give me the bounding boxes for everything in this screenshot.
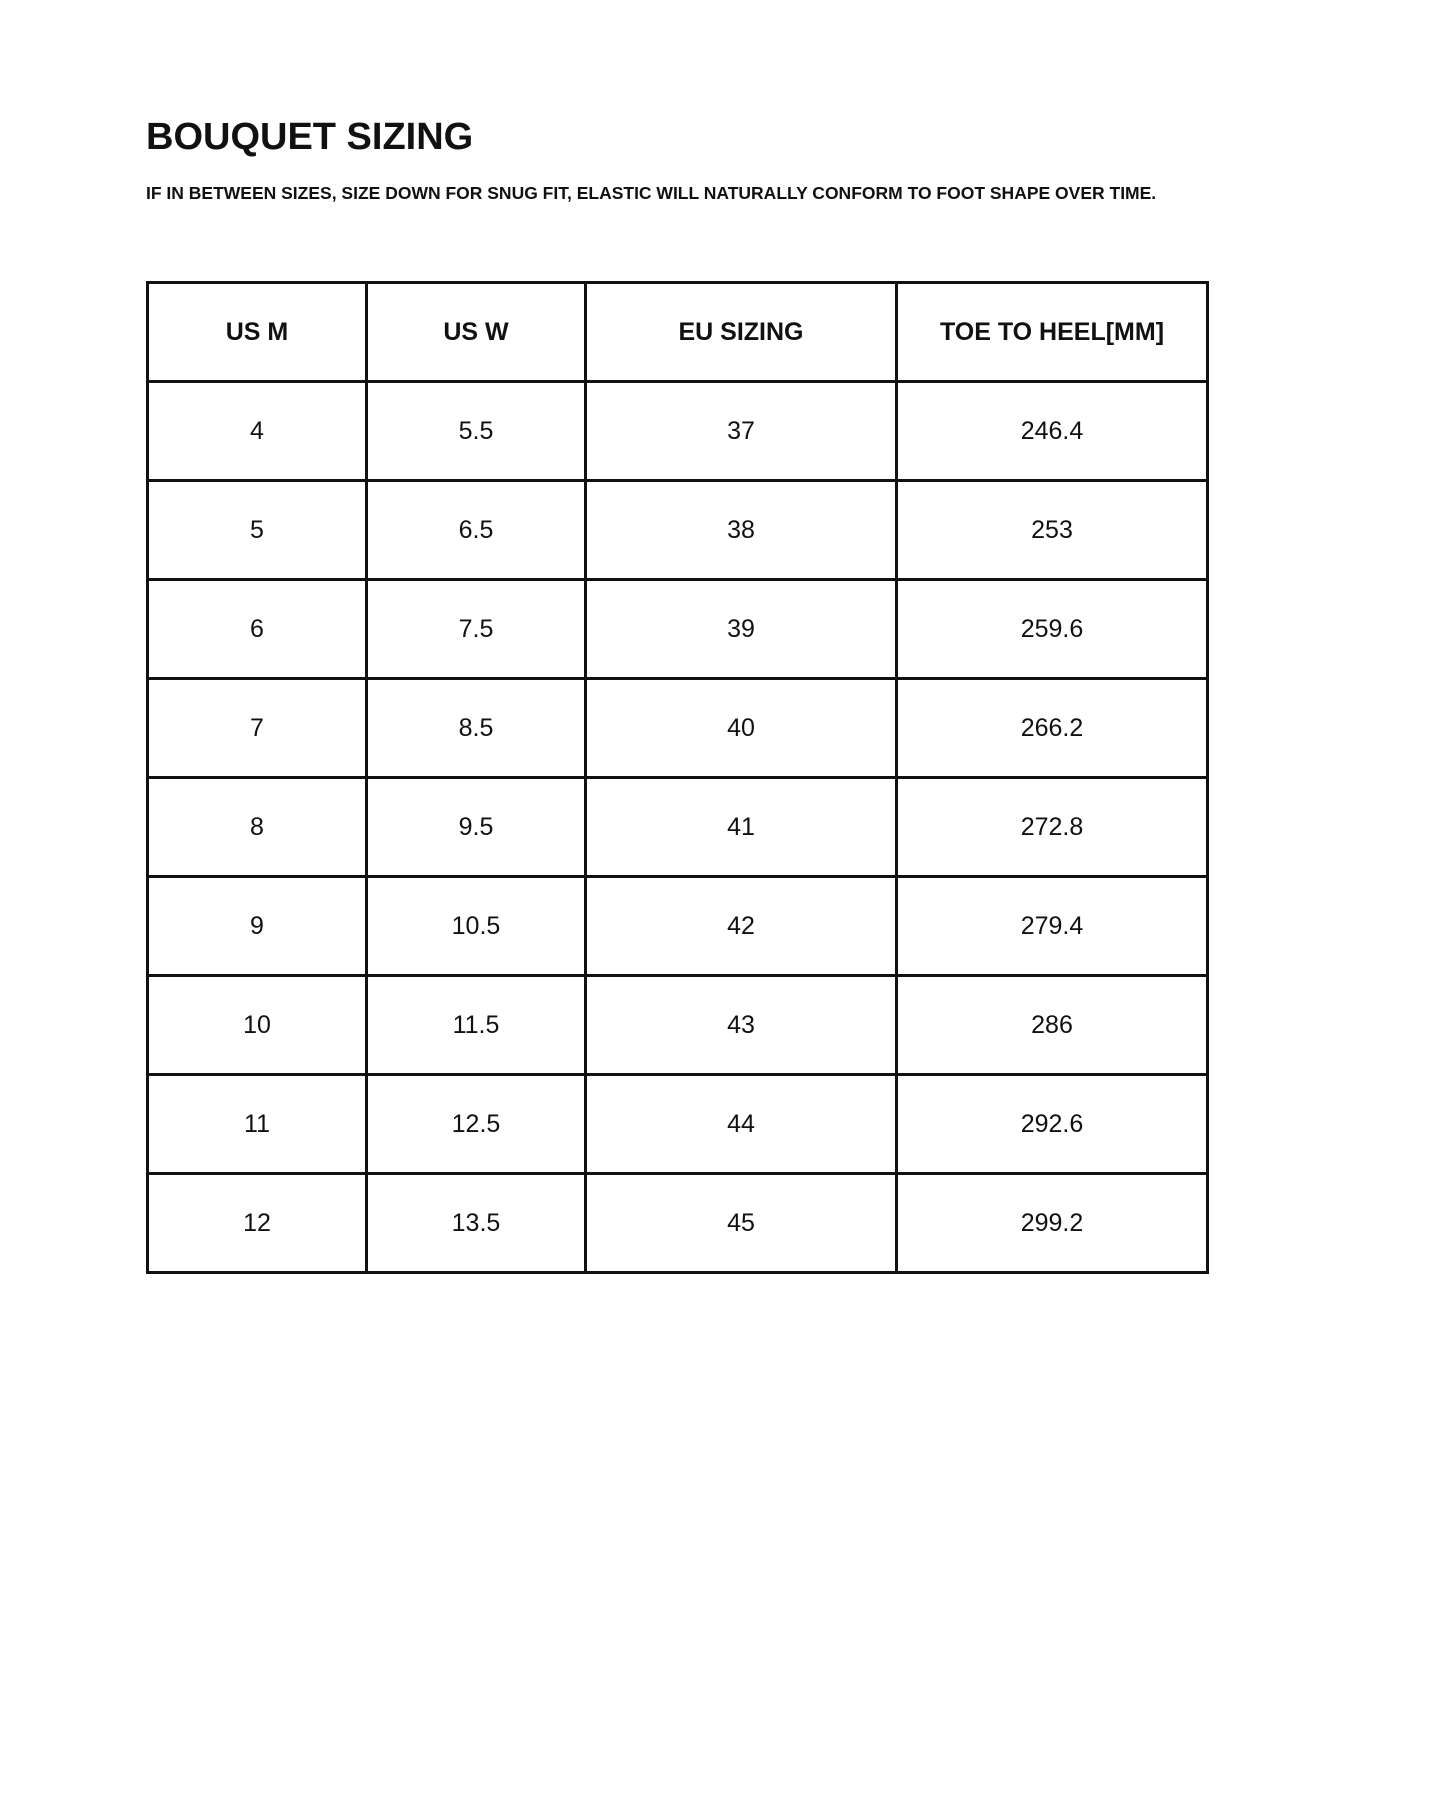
table-row <box>148 778 1208 877</box>
size-chart-table <box>146 281 1209 1274</box>
cell-eu-sizing: 45 <box>586 1174 897 1273</box>
cell-us-m: 8 <box>148 778 367 877</box>
cell-us-m: 12 <box>148 1174 367 1273</box>
cell-us-w: 13.5 <box>367 1174 586 1273</box>
cell-toe-to-heel: 272.8 <box>897 778 1208 877</box>
header-eu-sizing: EU SIZING <box>586 283 897 382</box>
table-row <box>148 1075 1208 1174</box>
page-title: BOUQUET SIZING <box>146 116 474 158</box>
cell-eu-sizing: 37 <box>586 382 897 481</box>
cell-toe-to-heel: 246.4 <box>897 382 1208 481</box>
cell-us-w: 8.5 <box>367 679 586 778</box>
cell-eu-sizing: 44 <box>586 1075 897 1174</box>
cell-toe-to-heel: 259.6 <box>897 580 1208 679</box>
cell-us-w: 7.5 <box>367 580 586 679</box>
cell-eu-sizing: 42 <box>586 877 897 976</box>
table-row <box>148 382 1208 481</box>
cell-us-w: 11.5 <box>367 976 586 1075</box>
cell-toe-to-heel: 266.2 <box>897 679 1208 778</box>
table-row <box>148 580 1208 679</box>
cell-eu-sizing: 43 <box>586 976 897 1075</box>
table-row <box>148 976 1208 1075</box>
cell-us-m: 9 <box>148 877 367 976</box>
header-toe-to-heel: TOE TO HEEL[MM] <box>897 283 1208 382</box>
cell-toe-to-heel: 253 <box>897 481 1208 580</box>
cell-eu-sizing: 41 <box>586 778 897 877</box>
cell-us-m: 11 <box>148 1075 367 1174</box>
cell-us-w: 12.5 <box>367 1075 586 1174</box>
cell-eu-sizing: 40 <box>586 679 897 778</box>
cell-us-m: 4 <box>148 382 367 481</box>
table-row <box>148 877 1208 976</box>
header-us-m: US M <box>148 283 367 382</box>
cell-toe-to-heel: 292.6 <box>897 1075 1208 1174</box>
table-row <box>148 481 1208 580</box>
cell-toe-to-heel: 286 <box>897 976 1208 1075</box>
cell-us-m: 6 <box>148 580 367 679</box>
cell-toe-to-heel: 279.4 <box>897 877 1208 976</box>
sizing-note: IF IN BETWEEN SIZES, SIZE DOWN FOR SNUG FIT, ELASTIC WILL NATURALLY CONFORM TO FOOT SHAPE OVER TIME. <box>146 183 1157 203</box>
cell-us-m: 10 <box>148 976 367 1075</box>
cell-eu-sizing: 39 <box>586 580 897 679</box>
cell-toe-to-heel: 299.2 <box>897 1174 1208 1273</box>
cell-us-w: 5.5 <box>367 382 586 481</box>
cell-us-w: 10.5 <box>367 877 586 976</box>
table-row <box>148 1174 1208 1273</box>
cell-us-m: 7 <box>148 679 367 778</box>
cell-us-m: 5 <box>148 481 367 580</box>
cell-us-w: 9.5 <box>367 778 586 877</box>
table-header-row <box>148 283 1208 382</box>
cell-eu-sizing: 38 <box>586 481 897 580</box>
table-row <box>148 679 1208 778</box>
header-us-w: US W <box>367 283 586 382</box>
cell-us-w: 6.5 <box>367 481 586 580</box>
